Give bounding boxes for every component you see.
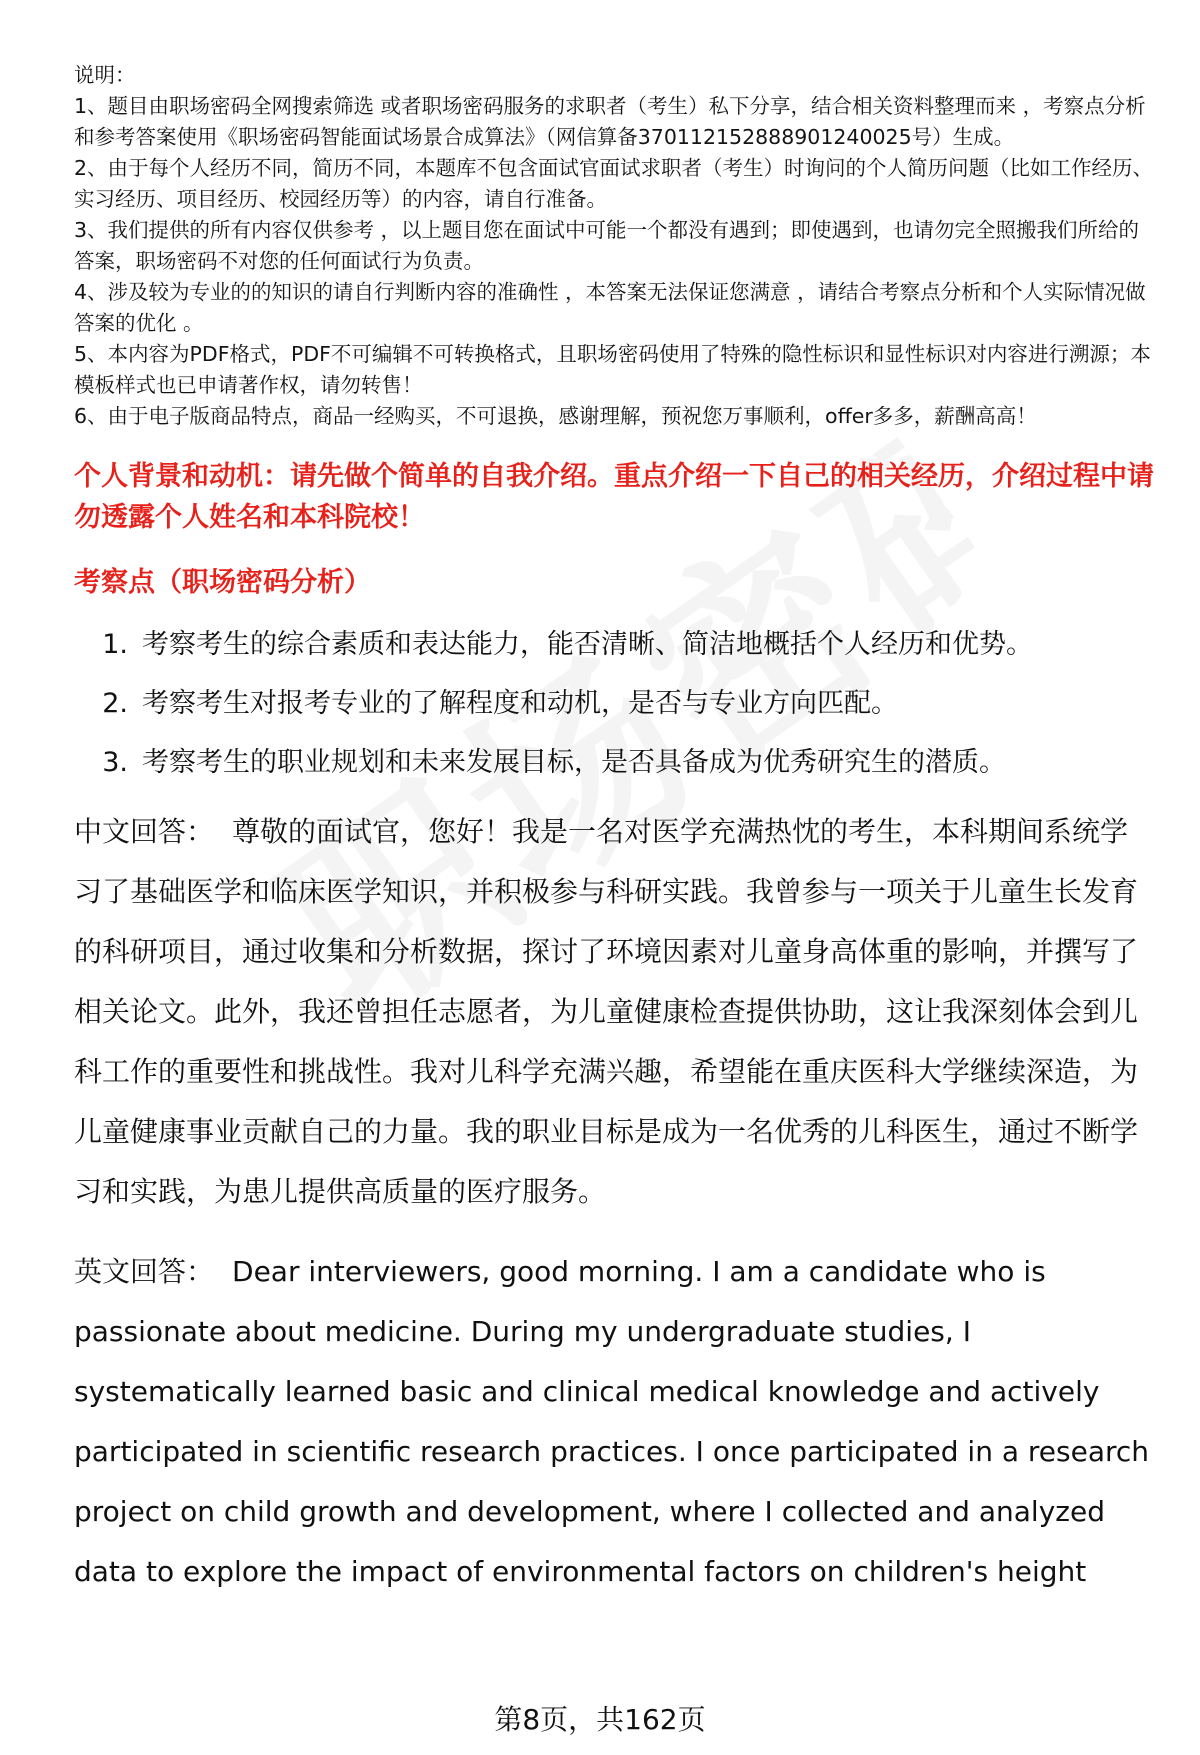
page-footer: 第8页，共162页: [494, 1703, 706, 1736]
point-number: 3.: [102, 747, 128, 778]
question-heading: 个人背景和动机：请先做个简单的自我介绍。重点介绍一下自己的相关经历，介绍过程中请勿透露个人姓名和本科院校！: [74, 461, 1154, 533]
english-answer-label: 英文回答：: [74, 1255, 215, 1288]
english-answer: [74, 1242, 1154, 1602]
point-text: 考察考生的职业规划和未来发展目标，是否具备成为优秀研究生的潜质。: [142, 747, 1006, 778]
english-answer-text: Dear interviewers, good morning. I am a candidate who is passionate about medicine. During my undergraduate studies, I systematically learned basic and clinical medical knowledge and actively participated in scientific research practices. I once participated in a research project on child growth and development, where I collected and analyzed data to explore the impact of environmental factors on children's height: [74, 1255, 1150, 1588]
analysis-point: [74, 684, 1154, 723]
note-item: 5、本内容为PDF格式，PDF不可编辑不可转换格式，且职场密码使用了特殊的隐性标识和显性标识对内容进行溯源；本模板样式也已申请著作权，请勿转售！: [74, 342, 1151, 397]
notes-section: [74, 60, 1154, 432]
note-item: 3、我们提供的所有内容仅供参考 ，以上题目您在面试中可能一个都没有遇到；即使遇到，也请勿完全照搬我们所给的答案，职场密码不对您的任何面试行为负责。: [74, 218, 1140, 273]
notes-heading: 说明：: [74, 63, 136, 87]
document-page: [74, 60, 1154, 1602]
chinese-answer: [74, 802, 1154, 1222]
point-text: 考察考生的综合素质和表达能力，能否清晰、简洁地概括个人经历和优势。: [142, 629, 1033, 660]
note-item: 1、题目由职场密码全网搜索筛选 或者职场密码服务的求职者（考生）私下分享，结合相关资料整理而来 ，考察点分析和参考答案使用《职场密码智能面试场景合成算法》（网信算备370112152888901240025号）生成。: [74, 94, 1146, 149]
chinese-answer-text: 尊敬的面试官，您好！我是一名对医学充满热忱的考生，本科期间系统学习了基础医学和临床医学知识，并积极参与科研实践。我曾参与一项关于儿童生长发育的科研项目，通过收集和分析数据，探讨了环境因素对儿童身高体重的影响，并撰写了相关论文。此外，我还曾担任志愿者，为儿童健康检查提供协助，这让我深刻体会到儿科工作的重要性和挑战性。我对儿科学充满兴趣，希望能在重庆医科大学继续深造，为儿童健康事业贡献自己的力量。我的职业目标是成为一名优秀的儿科医生，通过不断学习和实践，为患儿提供高质量的医疗服务。: [74, 815, 1139, 1208]
analysis-point: [74, 625, 1154, 664]
note-item: 4、涉及较为专业的的知识的请自行判断内容的准确性 ，本答案无法保证您满意 ，请结合考察点分析和个人实际情况做答案的优化 。: [74, 280, 1146, 335]
point-number: 1.: [102, 629, 128, 660]
chinese-answer-label: 中文回答：: [74, 815, 215, 848]
point-text: 考察考生对报考专业的了解程度和动机，是否与专业方向匹配。: [142, 688, 898, 719]
analysis-point: [74, 743, 1154, 782]
note-item: 6、由于电子版商品特点，商品一经购买，不可退换，感谢理解，预祝您万事顺利，offer多多，薪酬高高！: [74, 404, 1037, 428]
analysis-title: 考察点（职场密码分析）: [74, 567, 371, 598]
note-item: 2、由于每个人经历不同，简历不同，本题库不包含面试官面试求职者（考生）时询问的个人简历问题（比如工作经历、实习经历、项目经历、校园经历等）的内容，请自行准备。: [74, 156, 1154, 211]
point-number: 2.: [102, 688, 128, 719]
analysis-points: [74, 625, 1154, 782]
